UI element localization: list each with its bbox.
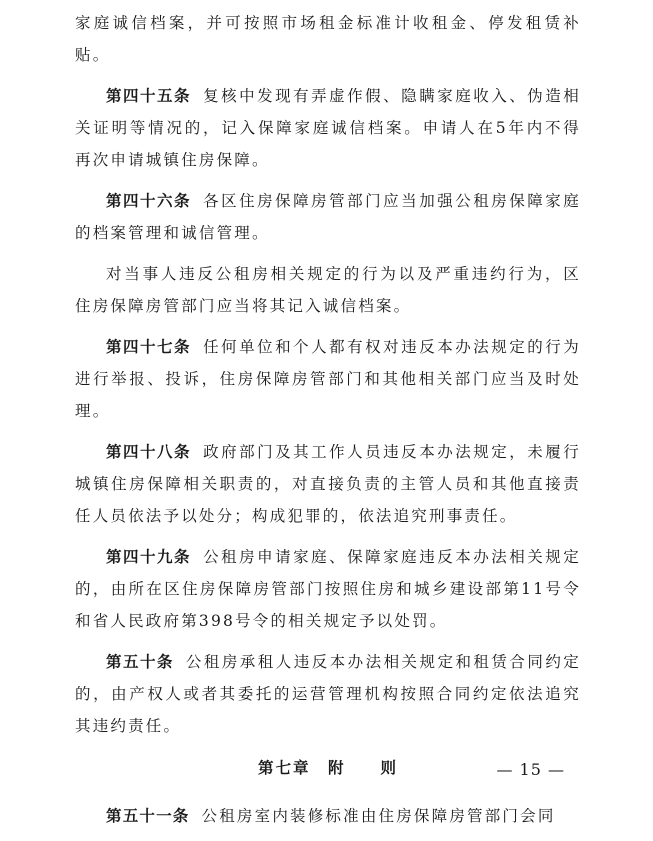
article-number: 第五十一条 [106,807,190,825]
document-body [75,7,581,841]
article-46-paragraph-2 [75,258,581,322]
paragraph-text: 家庭诚信档案，并可按照市场租金标准计收租金、停发租赁补贴。 [75,14,581,64]
article-text: 复核中发现有弄虚作假、隐瞒家庭收入、伪造相关证明等情况的，记入保障家庭诚信档案。申请人在5年内不得再次申请城镇住房保障。 [75,87,581,169]
article-number: 第四十九条 [106,548,192,566]
chapter-heading: 第七章 附 则 [257,759,398,777]
article-number: 第四十七条 [106,338,192,356]
article-49 [75,541,581,637]
article-50 [75,646,581,742]
article-46 [75,185,581,249]
article-text: 任何单位和个人都有权对违反本办法规定的行为进行举报、投诉，住房保障房管部门和其他相关部门应当及时处理。 [75,338,581,420]
article-45 [75,80,581,176]
article-text: 各区住房保障房管部门应当加强公租房保障家庭的档案管理和诚信管理。 [75,192,581,242]
article-number: 第四十六条 [106,192,192,210]
page-number: — 15 — [496,760,565,779]
article-47 [75,331,581,427]
article-text: 公租房承租人违反本办法相关规定和租赁合同约定的，由产权人或者其委托的运营管理机构按照合同约定依法追究其违约责任。 [75,653,581,735]
article-text: 公租房室内装修标准由住房保障房管部门会同 [201,807,556,825]
article-48 [75,436,581,532]
article-text: 公租房申请家庭、保障家庭违反本办法相关规定的，由所在区住房保障房管部门按照住房和城乡建设部第11号令和省人民政府第398号令的相关规定予以处罚。 [75,548,581,630]
article-51 [75,800,581,832]
article-text: 政府部门及其工作人员违反本办法规定，未履行城镇住房保障相关职责的，对直接负责的主管人员和其他直接责任人员依法予以处分；构成犯罪的，依法追究刑事责任。 [75,443,581,525]
article-number: 第四十八条 [106,443,192,461]
article-number: 第五十条 [106,653,174,671]
article-number: 第四十五条 [106,87,192,105]
paragraph-0 [75,7,581,71]
paragraph-text: 对当事人违反公租房相关规定的行为以及严重违约行为，区住房保障房管部门应当将其记入诚信档案。 [75,265,581,315]
